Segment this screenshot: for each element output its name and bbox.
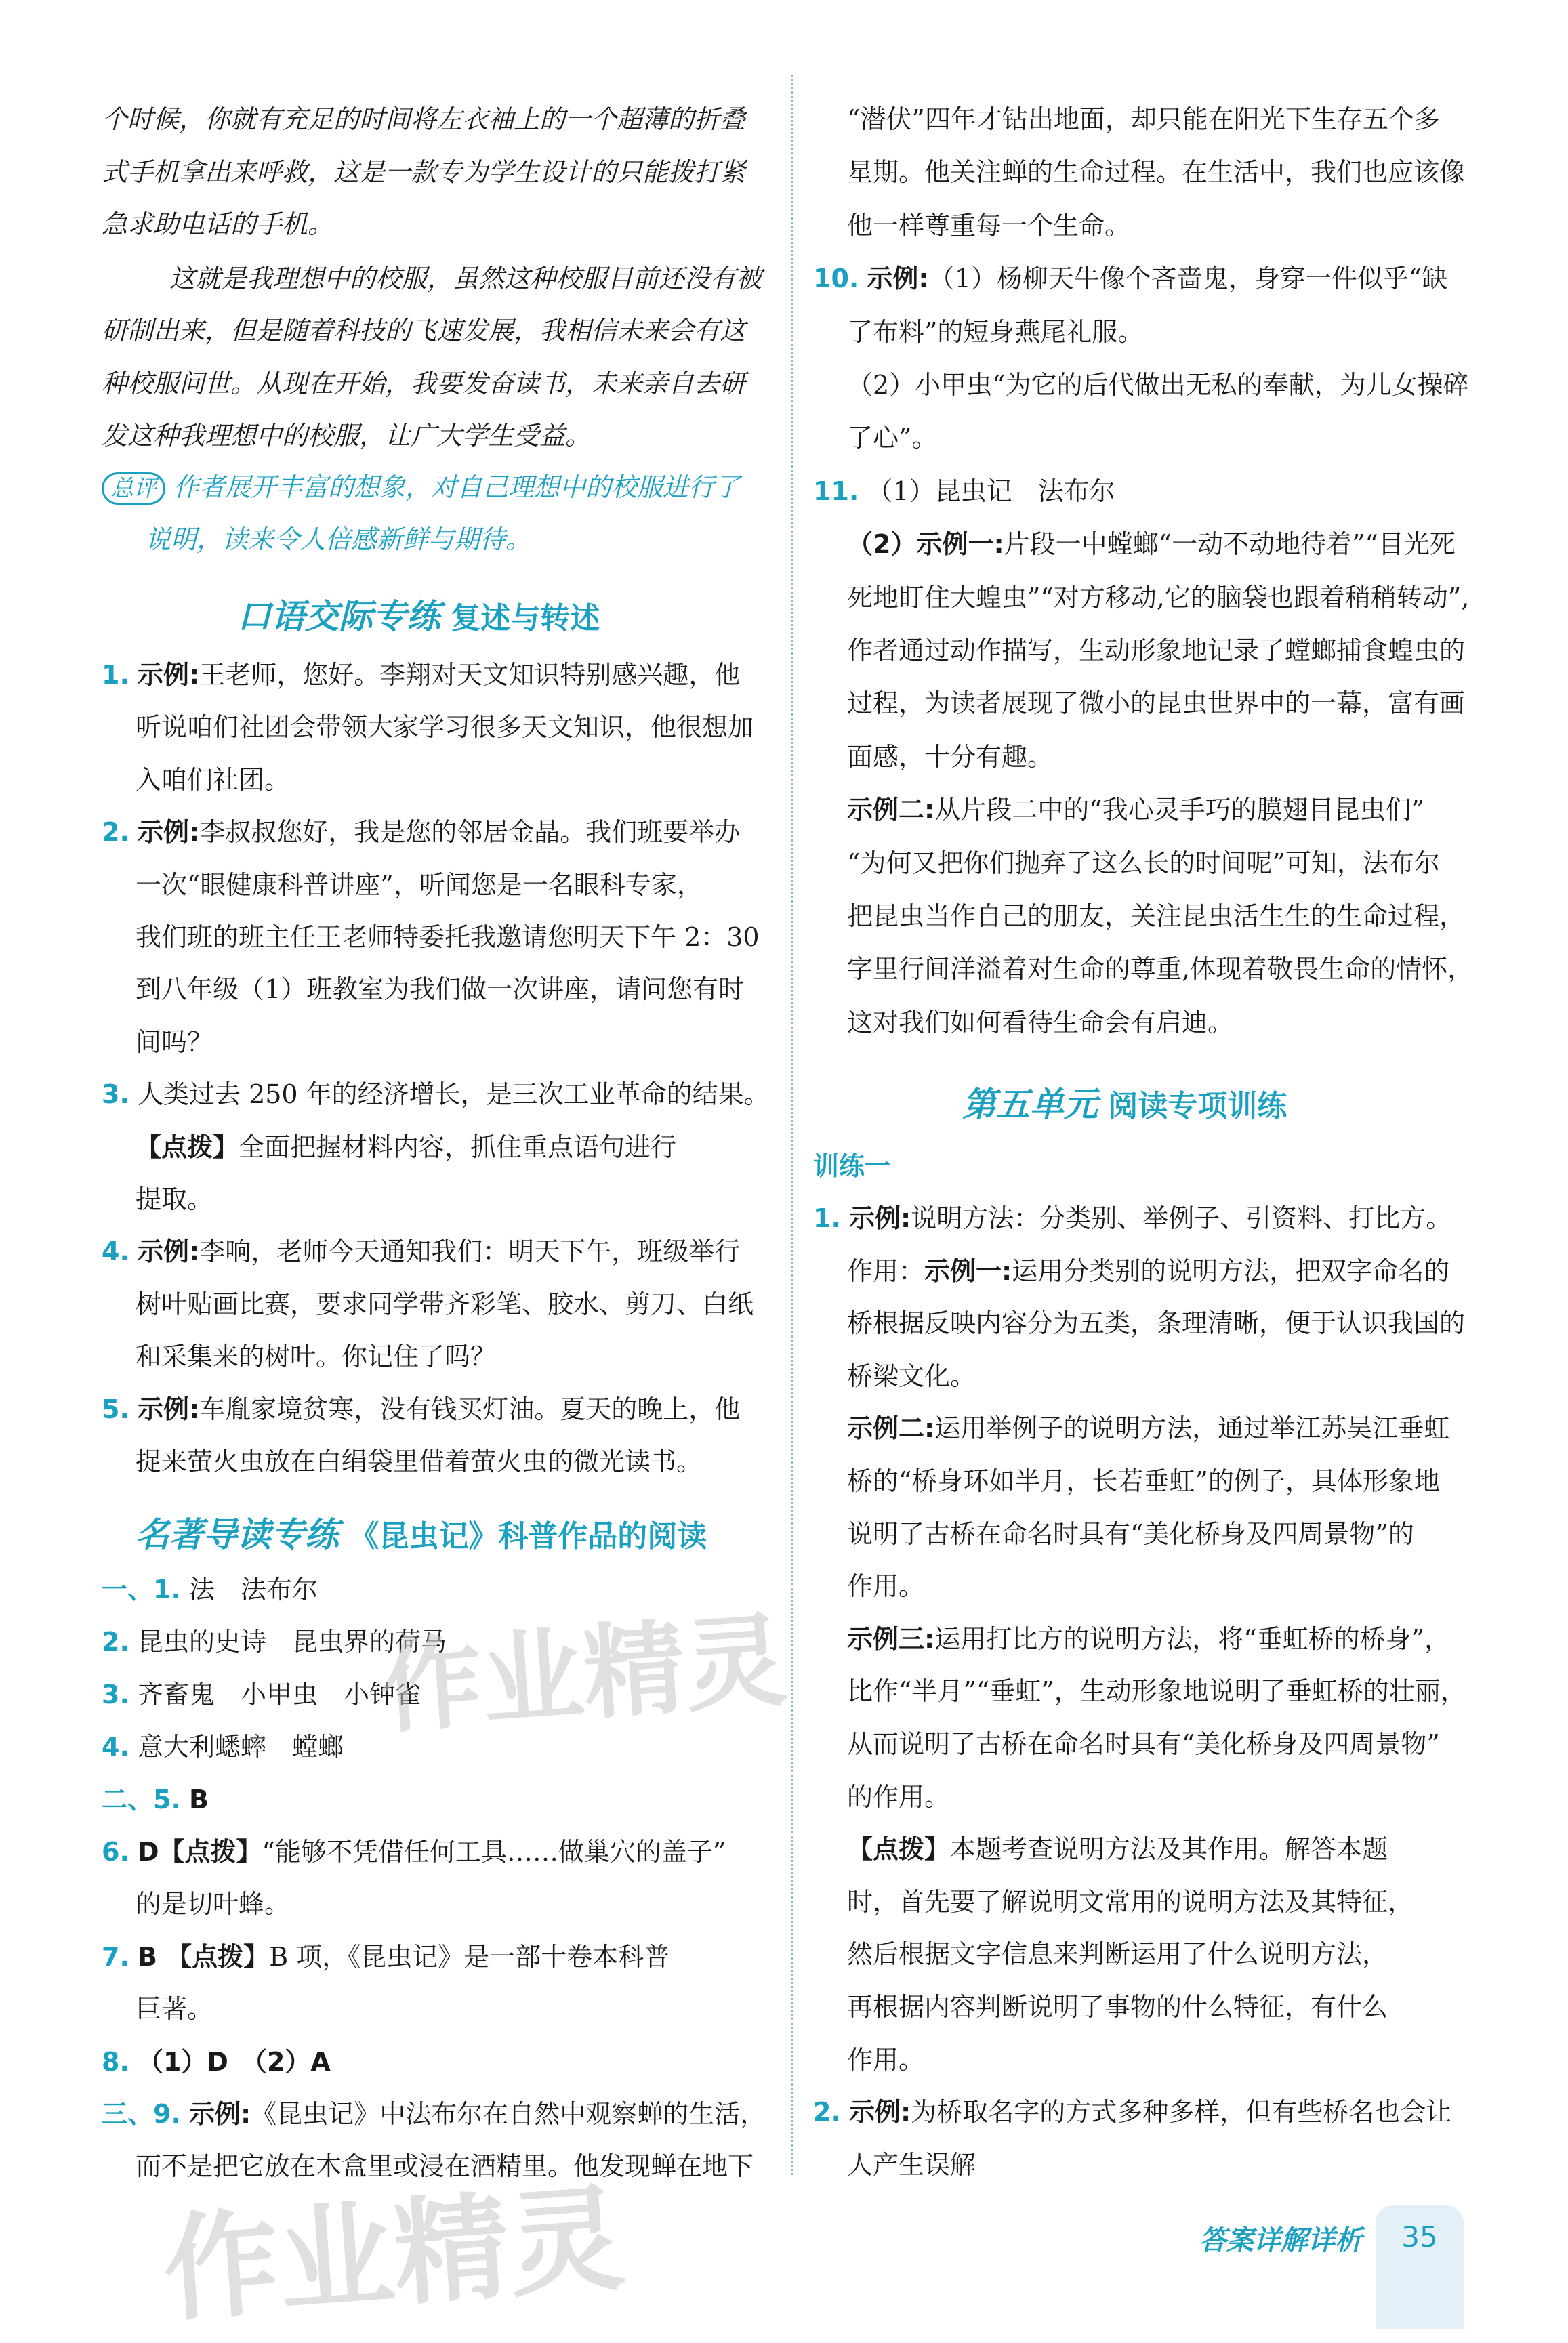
answer-line	[847, 1884, 1414, 1920]
answer-text: 片段一中螳螂“一动不动地待着”“目光死	[1004, 529, 1456, 560]
item-number: 10.	[813, 264, 859, 294]
section-title-main: 口语交际专练	[237, 597, 440, 636]
answer-label: 【点拨】	[847, 1834, 951, 1865]
item-number: 7.	[102, 1941, 129, 1972]
answer-text: 和采集来的树叶。你记住了吗？	[136, 1342, 497, 1372]
answer-text: 的作用。	[847, 1781, 951, 1812]
item-number: 一、1.	[102, 1575, 181, 1604]
answer-text: （1）昆虫记 法布尔	[867, 476, 1115, 506]
answer-line	[813, 474, 1115, 509]
answer-text: 桥根据反映内容分为五类，条理清晰，便于认识我国的	[847, 1308, 1466, 1339]
essay-text: 发这种我理想中的校服，让广大学生受益。	[102, 421, 592, 451]
essay-line	[102, 154, 745, 190]
answer-text: 再根据内容判断说明了事物的什么特征，有什么	[847, 1992, 1388, 2022]
item-number: 3.	[102, 1679, 129, 1709]
answer-text: 我们班的班主任王老师特委托我邀请您明天下午 2：30	[136, 922, 760, 952]
section-title-oral	[237, 589, 600, 638]
answer-label: 示例一:	[924, 1256, 1012, 1286]
item-number: 三、9.	[102, 2099, 181, 2129]
answer-line	[847, 1464, 1440, 1499]
answer-line	[847, 739, 1053, 774]
footer-label: 答案详解详析	[1199, 2225, 1362, 2256]
answer-label: 示例:	[137, 817, 200, 848]
answer-text: 捉来萤火虫放在白绢袋里借着萤火虫的微光读书。	[136, 1447, 703, 1476]
answer-label: 示例三:	[847, 1623, 935, 1654]
answer-line	[847, 2147, 976, 2182]
comment-text: 作者展开丰富的想象，对自己理想中的校服进行了	[173, 472, 741, 502]
comment-text: 说明，读来令人倍感新鲜与期待。	[145, 524, 532, 554]
item-number: 8.	[102, 2046, 129, 2077]
answer-line	[847, 420, 937, 455]
answer-text: 说明方法：分类别、举例子、引资料、打比方。	[911, 1203, 1452, 1233]
answer-line	[136, 1444, 702, 1479]
answer-line	[102, 657, 740, 692]
answer-line	[813, 1201, 1451, 1236]
answer-text: 间吗？	[136, 1027, 213, 1057]
answer-label: 示例:	[867, 264, 929, 294]
answer-text: 字里行间洋溢着对生命的尊重,体现着敬畏生命的情怀，	[847, 954, 1474, 984]
answer-label: 示例:	[848, 2097, 911, 2128]
answer-text: 说明了古桥在命名时具有“美化桥身及四周景物”的	[847, 1518, 1414, 1549]
answer-label: 示例二:	[847, 795, 935, 825]
item-number: 2.	[813, 2097, 841, 2128]
answer-line	[813, 2094, 1451, 2130]
answer-text: 作用：	[847, 1256, 925, 1286]
item-number: 1.	[102, 660, 129, 690]
answer-line	[847, 1621, 1450, 1657]
answer-line	[847, 1411, 1449, 1446]
answer-text: 法 法布尔	[188, 1575, 318, 1604]
answer-line	[847, 951, 1473, 987]
answer-text: 他一样尊重每一个生命。	[847, 210, 1131, 241]
comment-badge: 总评	[102, 472, 165, 505]
answer-label: 示例二:	[847, 1413, 935, 1444]
answer-text: 本题考查说明方法及其作用。解答本题	[950, 1834, 1388, 1865]
answer-text: “能够不凭借任何工具……做巢穴的盖子”	[262, 1837, 726, 1867]
section-title-sub: 复述与转述	[451, 601, 600, 636]
essay-text: 急求助电话的手机。	[102, 209, 334, 239]
answer-text: 了心”。	[847, 423, 938, 453]
answer-label: D【点拨】	[137, 1837, 262, 1867]
answer-label: B 【点拨】	[137, 1941, 270, 1972]
answer-text: 运用打比方的说明方法，将“垂虹桥的桥身”，	[934, 1623, 1451, 1654]
answer-line	[847, 1674, 1466, 1709]
answer-text: 运用举例子的说明方法，通过举江苏吴江垂虹	[934, 1413, 1450, 1444]
answer-text: “潜伏”四年才钻出地面，却只能在阳光下生存五个多	[847, 104, 1440, 134]
essay-line	[102, 207, 333, 242]
answer-text: 的是切叶蜂。	[136, 1889, 291, 1920]
answer-line	[136, 972, 744, 1007]
answer-line	[847, 633, 1465, 668]
answer-label: 【点拨】	[136, 1132, 239, 1162]
answer-text: 比作“半月”“垂虹”，生动形象地说明了垂虹桥的壮丽，	[847, 1676, 1466, 1707]
answer-line	[136, 867, 703, 903]
answer-text: 过程，为读者展现了微小的昆虫世界中的一幕，富有画	[847, 688, 1466, 719]
answer-text: 把昆虫当作自己的朋友，关注昆虫活生生的生命过程，	[847, 901, 1466, 931]
answer-line	[847, 2042, 924, 2077]
essay-line	[169, 261, 762, 296]
item-number: 4.	[102, 1732, 129, 1762]
answer-line	[102, 2044, 331, 2079]
answer-line	[102, 2096, 766, 2132]
answer-line	[847, 792, 1424, 827]
answer-text: 作用。	[847, 2044, 925, 2075]
answer-text: 这对我们如何看待生命会有启迪。	[847, 1007, 1234, 1037]
answer-text: 全面把握材料内容，抓住重点语句进行	[239, 1132, 677, 1162]
answer-text: 车胤家境贫寒，没有钱买灯油。夏天的晚上，他	[199, 1394, 741, 1424]
answer-text: 《昆虫记》中法布尔在自然中观察蝉的生活，	[251, 2099, 766, 2129]
answer-text: 为桥取名字的方式多种多样，但有些桥名也会让	[911, 2097, 1452, 2128]
answer-label: （1）D （2）A	[137, 2046, 331, 2077]
answer-line	[847, 1359, 976, 1394]
answer-line	[136, 1024, 213, 1060]
answer-text: 提取。	[136, 1184, 213, 1214]
answer-text: 运用分类别的说明方法，把双字命名的	[1012, 1256, 1450, 1286]
item-number: 2.	[102, 1627, 129, 1657]
answer-text: 人产生误解	[847, 2149, 976, 2180]
answer-line	[847, 1936, 1388, 1972]
answer-line	[102, 1077, 770, 1112]
answer-line	[847, 1989, 1388, 2025]
answer-text: 到八年级（1）班教室为我们做一次讲座，请问您有时	[136, 974, 745, 1005]
answer-line	[102, 814, 740, 850]
answer-text: 死地盯住大蝗虫”“对方移动,它的脑袋也跟着稍稍转动”,	[847, 582, 1470, 613]
answer-text: 然后根据文字信息来判断运用了什么说明方法，	[847, 1939, 1388, 1970]
answer-text: 面感，十分有趣。	[847, 741, 1054, 772]
section-title-sub: 《昆虫记》科普作品的阅读	[349, 1519, 707, 1554]
answer-line	[136, 1287, 754, 1322]
essay-line	[102, 418, 591, 453]
answer-text: 树叶贴画比赛，要求同学带齐彩笔、胶水、剪刀、白纸	[136, 1289, 754, 1319]
answer-text: 一次“眼健康科普讲座”，听闻您是一名眼科专家，	[136, 869, 703, 900]
answer-line	[102, 1392, 740, 1427]
answer-text: B 项，《昆虫记》是一部十卷本科普	[269, 1941, 670, 1972]
answer-line	[847, 154, 1465, 190]
section-title-main: 第五单元	[962, 1085, 1098, 1124]
answer-text: （2）小甲虫“为它的后代做出无私的奉献，为儿女操碎	[847, 370, 1469, 400]
answer-line	[102, 1729, 344, 1764]
watermark: 作业精灵	[159, 2172, 629, 2338]
answer-line	[847, 314, 1143, 350]
comment-line	[145, 522, 531, 557]
item-number: 1.	[813, 1203, 841, 1233]
essay-line	[102, 313, 745, 348]
answer-line	[136, 1129, 676, 1165]
answer-text: 入咱们社团。	[136, 764, 291, 795]
answer-line	[847, 1005, 1233, 1040]
answer-text: 桥梁文化。	[847, 1361, 976, 1391]
answer-line	[847, 1253, 1449, 1289]
answer-line	[136, 919, 760, 955]
answer-line	[847, 1726, 1440, 1762]
answer-text: 从片段二中的“我心灵手巧的膜翅目昆虫们”	[934, 795, 1425, 825]
page-number: 35	[1401, 2220, 1438, 2254]
column-divider	[791, 75, 793, 2175]
page-number-tab	[1376, 2205, 1464, 2329]
answer-line	[136, 709, 754, 745]
answer-line	[847, 686, 1465, 721]
item-number: 二、5.	[102, 1784, 181, 1815]
answer-label: 示例:	[137, 1237, 200, 1267]
answer-text: 巨著。	[136, 1994, 213, 2025]
answer-text: （1）杨柳天牛像个吝啬鬼，身穿一件似乎“缺	[928, 264, 1448, 294]
item-number: 2.	[102, 817, 129, 848]
answer-text: 而不是把它放在木盒里或浸在酒精里。他发现蝉在地下	[136, 2151, 754, 2182]
answer-line	[847, 1516, 1414, 1552]
answer-text: 星期。他关注蝉的生命过程。在生活中，我们也应该像	[847, 157, 1466, 188]
essay-text: 式手机拿出来呼救，这是一款专为学生设计的只能拨打紧	[102, 157, 746, 187]
item-number: 5.	[102, 1394, 129, 1424]
answer-line	[136, 1182, 213, 1217]
answer-line	[847, 102, 1440, 137]
essay-line	[102, 366, 745, 401]
essay-text: 研制出来，但是随着科技的飞速发展，我相信未来会有这	[102, 316, 746, 346]
watermark: 作业精灵	[376, 1602, 791, 1748]
answer-text: “为何又把你们抛弃了这么长的时间呢”可知，法布尔	[847, 848, 1440, 878]
answer-text: 听说咱们社团会带领大家学习很多天文知识，他很想加	[136, 712, 754, 743]
answer-text: 齐畜鬼 小甲虫 小钟雀	[137, 1679, 421, 1709]
comment-line	[102, 470, 740, 505]
answer-label: （2）示例一:	[847, 529, 1004, 560]
answer-text: 作用。	[847, 1571, 925, 1602]
answer-line	[847, 898, 1465, 934]
answer-text: 李响，老师今天通知我们：明天下午，班级举行	[199, 1237, 741, 1267]
item-number: 3.	[102, 1079, 129, 1110]
answer-text: 了布料”的短身燕尾礼服。	[847, 316, 1144, 347]
answer-label: 示例:	[137, 660, 200, 690]
answer-text: 从而说明了古桥在命名时具有“美化桥身及四周景物”	[847, 1729, 1440, 1759]
essay-line	[102, 102, 745, 137]
essay-text: 种校服问世。从现在开始，我要发奋读书，未来亲自去研	[102, 369, 746, 398]
answer-line	[136, 1886, 290, 1922]
answer-label: 示例:	[188, 2099, 251, 2129]
answer-line	[847, 1306, 1465, 1341]
answer-line	[847, 1779, 950, 1815]
answer-line	[847, 526, 1456, 562]
answer-line	[847, 846, 1440, 881]
answer-label: 示例:	[848, 1203, 911, 1233]
answer-label: 示例:	[137, 1394, 200, 1424]
answer-line	[813, 261, 1447, 296]
answer-line	[136, 1339, 496, 1374]
answer-text: 意大利蟋蟀 螳螂	[137, 1732, 344, 1762]
answer-line	[102, 1782, 209, 1817]
answer-label: B	[188, 1784, 209, 1815]
answer-line	[847, 1569, 924, 1604]
answer-line	[847, 1831, 1388, 1867]
answer-text: 桥的“桥身环如半月，长若垂虹”的例子，具体形象地	[847, 1466, 1440, 1496]
answer-line	[847, 367, 1469, 402]
section-title-unit5	[962, 1077, 1287, 1126]
answer-line	[136, 1991, 213, 2027]
essay-text: 这就是我理想中的校服，虽然这种校服目前还没有被	[169, 264, 762, 293]
answer-text: 作者通过动作描写，生动形象地记录了螳螂捕食蝗虫的	[847, 636, 1466, 665]
answer-text: 昆虫的史诗 昆虫界的荷马	[137, 1627, 447, 1657]
section-title-sub: 阅读专项训练	[1108, 1089, 1287, 1123]
essay-text: 个时候，你就有充足的时间将左衣袖上的一个超薄的折叠	[102, 104, 746, 134]
answer-text: 李叔叔您好，我是您的邻居金晶。我们班要举办	[199, 817, 741, 848]
answer-line	[102, 1234, 740, 1269]
item-number: 11.	[813, 476, 859, 506]
answer-text: 人类过去 250 年的经济增长，是三次工业革命的结果。	[137, 1079, 770, 1110]
item-number: 4.	[102, 1237, 129, 1267]
section-title-reading	[136, 1508, 707, 1556]
answer-text: 时，首先要了解说明文常用的说明方法及其特征，	[847, 1886, 1414, 1917]
answer-line	[102, 1572, 318, 1607]
training-label: 训练一	[813, 1151, 891, 1181]
answer-line	[102, 1677, 421, 1712]
answer-line	[102, 1939, 669, 1974]
answer-line	[102, 1834, 726, 1869]
item-number: 6.	[102, 1837, 129, 1867]
answer-line	[847, 580, 1469, 615]
section-title-main: 名著导读专练	[136, 1515, 339, 1554]
answer-text: 王老师，您好。李翔对天文知识特别感兴趣，他	[199, 660, 741, 690]
answer-line	[847, 208, 1130, 243]
answer-line	[136, 762, 290, 797]
